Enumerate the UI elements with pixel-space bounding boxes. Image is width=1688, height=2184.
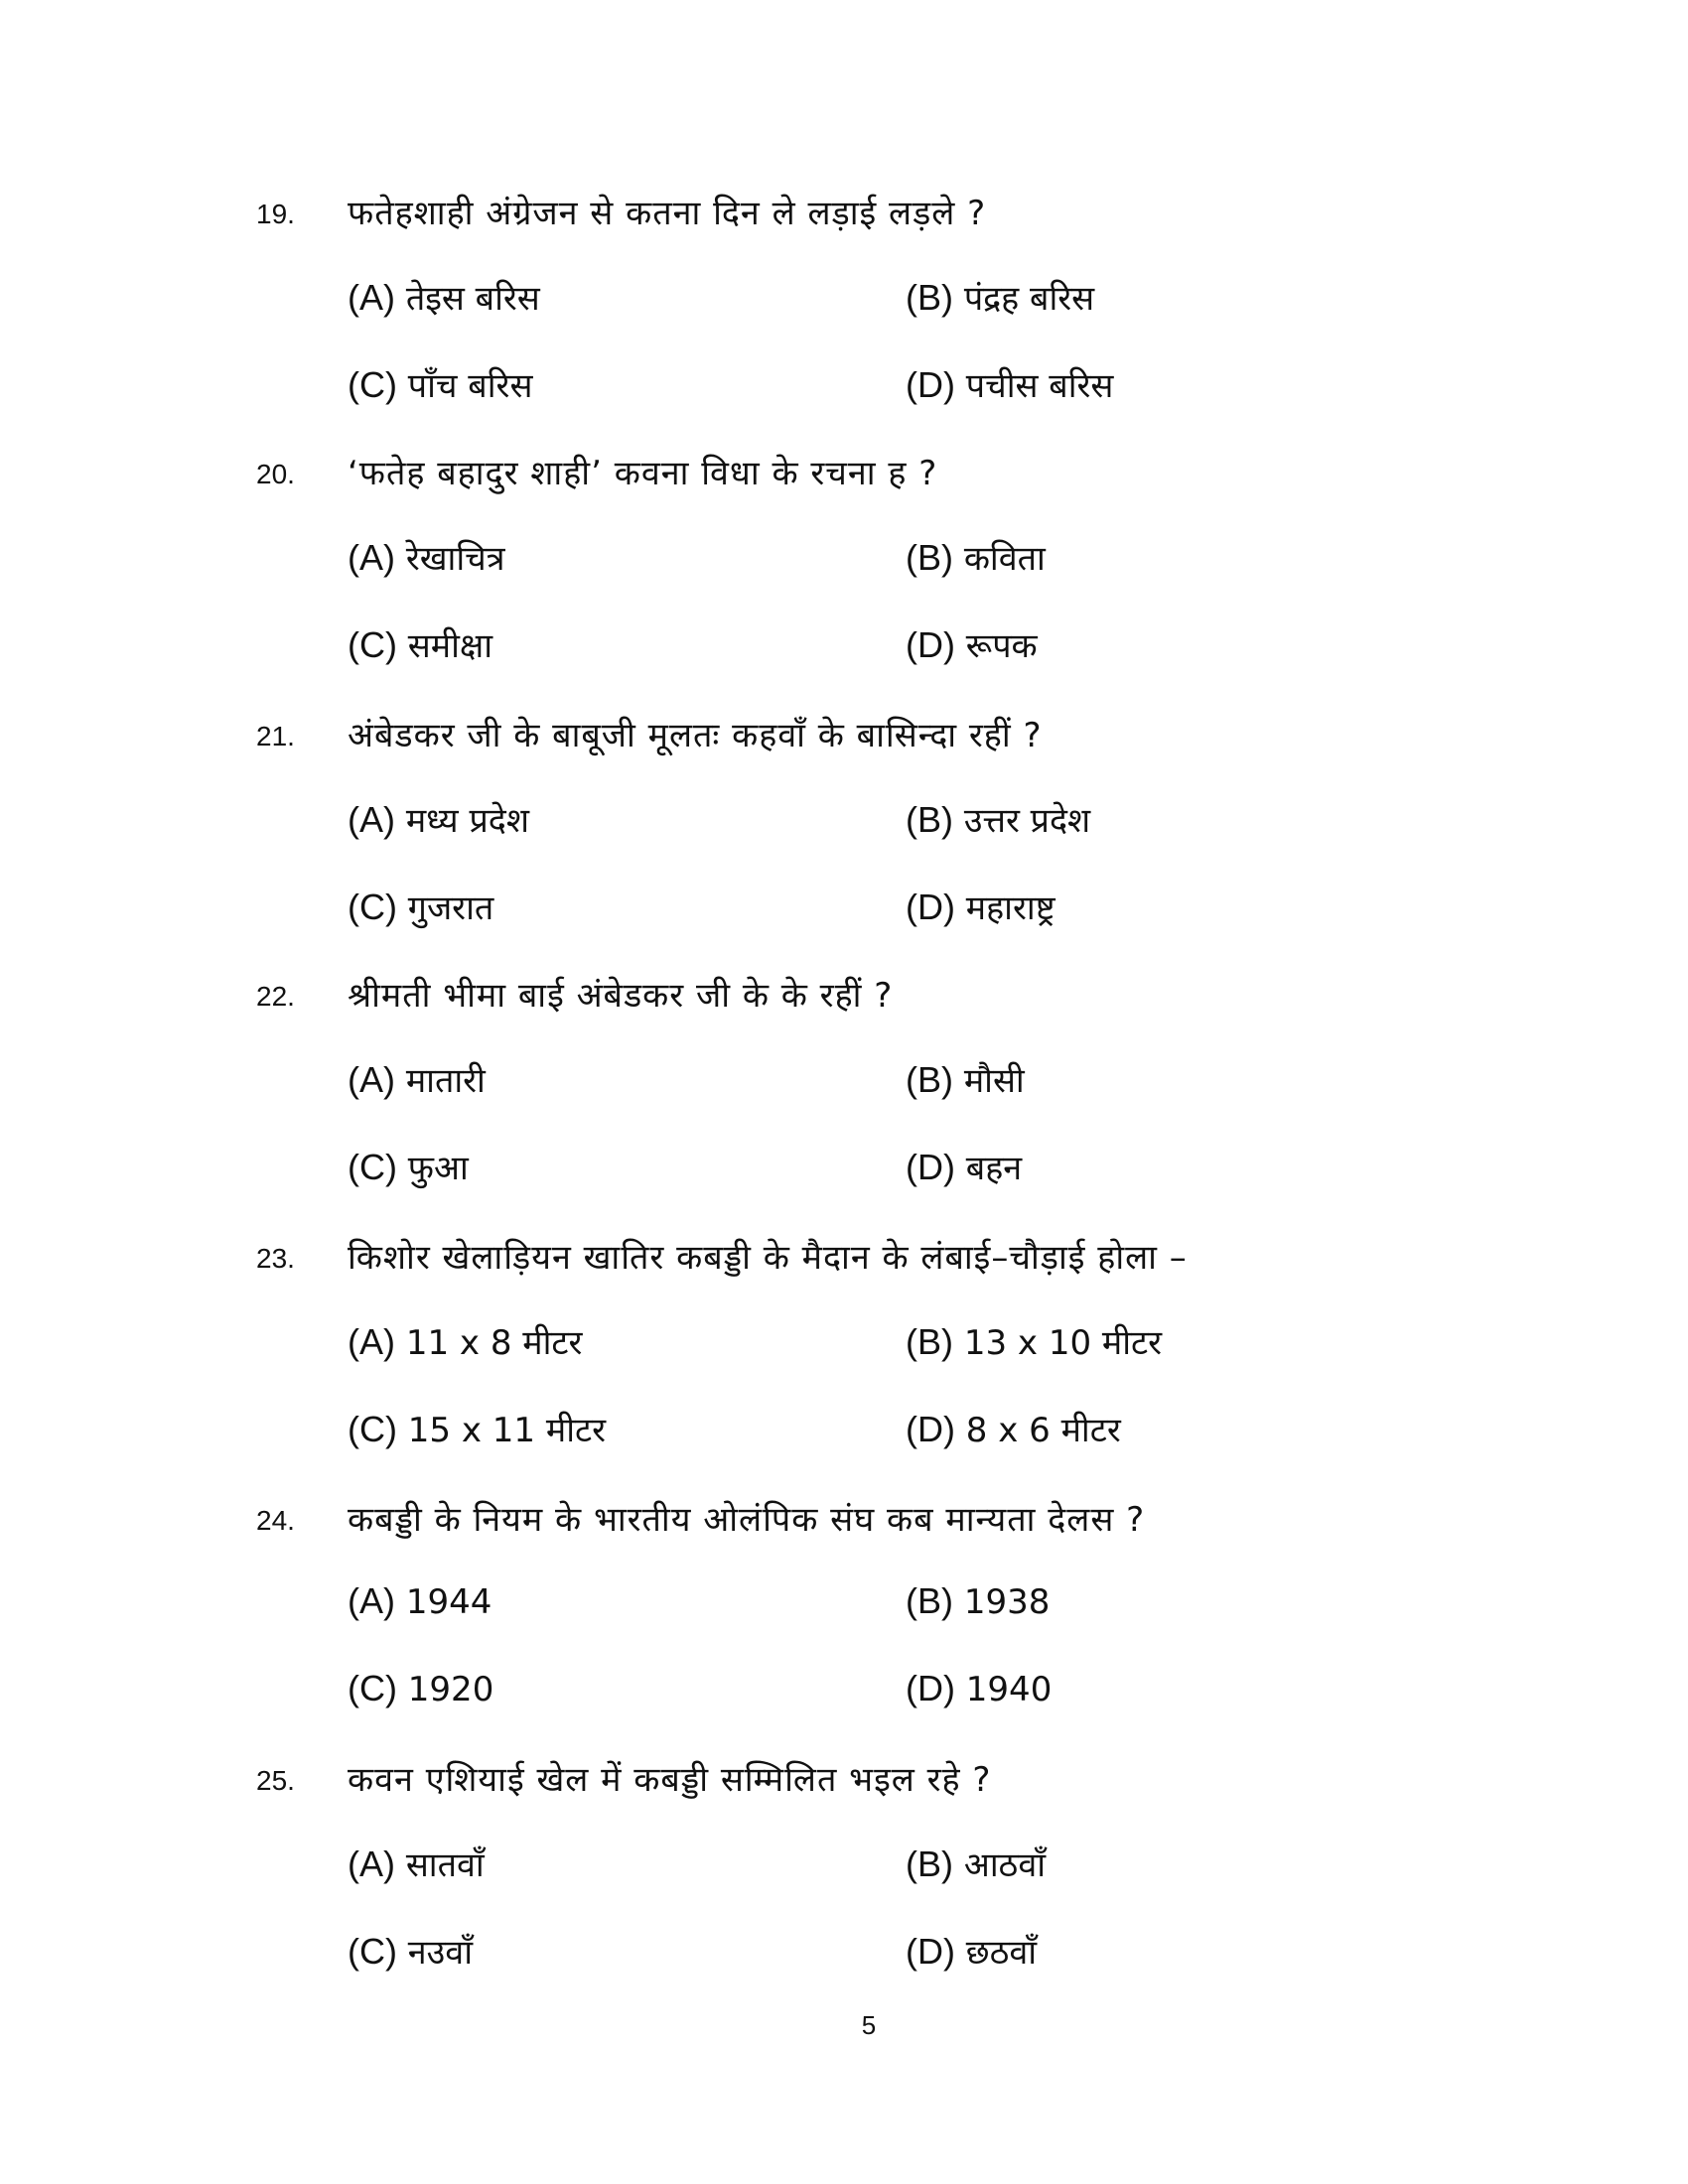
option-text: 8 x 6 मीटर [965, 1411, 1121, 1450]
question-text: किशोर खेलाड़ियन खातिर कबड्डी के मैदान के लंबाई–चौड़ाई होला – [348, 1238, 1188, 1278]
option-c [348, 621, 492, 667]
option-letter: (C) [348, 1147, 397, 1187]
option-c [348, 1406, 606, 1451]
question-number: 19. [256, 199, 295, 229]
option-text: रेखाचित्र [405, 539, 505, 579]
option-a [348, 1318, 582, 1364]
option-letter: (B) [906, 799, 953, 840]
question-row [0, 1495, 1688, 1545]
question-number: 22. [256, 981, 295, 1012]
question-text: फतेहशाही अंग्रेजन से कतना दिन ले लड़ाई लड़ले ? [348, 194, 987, 233]
option-letter: (C) [348, 364, 397, 405]
option-text: पंद्रह बरिस [963, 279, 1095, 319]
option-b [906, 1580, 1050, 1622]
question-number: 20. [256, 459, 295, 489]
option-b [906, 796, 1090, 842]
option-text: आठवाँ [963, 1845, 1047, 1885]
option-letter: (A) [348, 1843, 395, 1884]
option-a [348, 796, 529, 842]
option-letter: (A) [348, 537, 395, 578]
option-letter: (D) [906, 1147, 955, 1187]
option-b [906, 534, 1046, 580]
option-letter: (D) [906, 364, 955, 405]
option-text: छठवाँ [965, 1933, 1038, 1973]
option-d [906, 884, 1055, 929]
option-text: मौसी [963, 1061, 1025, 1101]
option-text: 1920 [407, 1670, 494, 1709]
option-letter: (C) [348, 1668, 397, 1708]
option-c [348, 1668, 493, 1709]
option-letter: (B) [906, 277, 953, 318]
option-text: पाँच बरिस [407, 366, 533, 406]
option-b [906, 1841, 1046, 1886]
option-letter: (D) [906, 624, 955, 665]
option-a [348, 1056, 486, 1102]
option-letter: (A) [348, 1580, 395, 1621]
option-text: मध्य प्रदेश [405, 801, 529, 841]
option-c [348, 1928, 473, 1974]
option-letter: (B) [906, 1321, 953, 1362]
option-text: पचीस बरिस [965, 366, 1114, 406]
question-text: ‘फतेह बहादुर शाही’ कवना विधा के रचना ह ? [348, 454, 938, 493]
question-text: कबड्डी के नियम के भारतीय ओलंपिक संघ कब मान्यता देलस ? [348, 1500, 1146, 1540]
option-letter: (B) [906, 1059, 953, 1100]
option-text: बहन [965, 1149, 1023, 1188]
option-c [348, 884, 493, 929]
option-d [906, 361, 1113, 407]
option-d [906, 1668, 1052, 1709]
option-letter: (C) [348, 624, 397, 665]
option-text: कविता [963, 539, 1046, 579]
option-text: सातवाँ [405, 1845, 485, 1885]
option-d [906, 1406, 1121, 1451]
option-letter: (A) [348, 1059, 395, 1100]
option-d [906, 1144, 1022, 1189]
option-text: फुआ [407, 1149, 469, 1188]
option-letter: (D) [906, 1668, 955, 1708]
option-text: गुजरात [407, 888, 494, 928]
question-row [0, 711, 1688, 760]
option-a [348, 534, 505, 580]
question-number: 25. [256, 1765, 295, 1796]
option-text: मातारी [405, 1061, 486, 1101]
option-text: महाराष्ट्र [965, 888, 1055, 928]
question-number: 24. [256, 1505, 295, 1536]
option-d [906, 621, 1038, 667]
question-row [0, 1755, 1688, 1805]
option-letter: (D) [906, 1409, 955, 1449]
option-text: 11 x 8 मीटर [405, 1323, 583, 1363]
option-letter: (B) [906, 537, 953, 578]
option-a [348, 1580, 492, 1622]
option-letter: (A) [348, 799, 395, 840]
option-a [348, 1841, 485, 1886]
option-text: रूपक [965, 626, 1038, 666]
option-text: नउवाँ [407, 1933, 474, 1973]
option-a [348, 274, 540, 320]
option-text: 13 x 10 मीटर [963, 1323, 1163, 1363]
option-c [348, 1144, 469, 1189]
option-text: 1944 [405, 1582, 492, 1622]
page-number: 5 [861, 2010, 877, 2040]
question-row [0, 449, 1688, 498]
option-text: 1940 [965, 1670, 1053, 1709]
option-c [348, 361, 532, 407]
question-row [0, 971, 1688, 1021]
question-row [0, 1233, 1688, 1283]
option-letter: (A) [348, 277, 395, 318]
option-text: 15 x 11 मीटर [407, 1411, 607, 1450]
question-text: अंबेडकर जी के बाबूजी मूलतः कहवाँ के बासिन्दा रहीं ? [348, 716, 1043, 755]
option-letter: (D) [906, 1931, 955, 1972]
option-letter: (D) [906, 887, 955, 927]
option-b [906, 274, 1094, 320]
option-letter: (B) [906, 1843, 953, 1884]
option-text: तेइस बरिस [405, 279, 540, 319]
option-text: 1938 [963, 1582, 1051, 1622]
question-text: कवन एशियाई खेल में कबड्डी सम्मिलित भइल रहे ? [348, 1760, 992, 1800]
question-text: श्रीमती भीमा बाई अंबेडकर जी के के रहीं ? [348, 976, 894, 1016]
option-text: समीक्षा [407, 626, 493, 666]
option-letter: (C) [348, 1931, 397, 1972]
question-number: 23. [256, 1243, 295, 1274]
question-number: 21. [256, 721, 295, 751]
option-letter: (C) [348, 887, 397, 927]
option-d [906, 1928, 1037, 1974]
option-letter: (B) [906, 1580, 953, 1621]
question-row [0, 189, 1688, 238]
option-text: उत्तर प्रदेश [963, 801, 1091, 841]
option-letter: (C) [348, 1409, 397, 1449]
option-b [906, 1056, 1025, 1102]
option-b [906, 1318, 1162, 1364]
option-letter: (A) [348, 1321, 395, 1362]
